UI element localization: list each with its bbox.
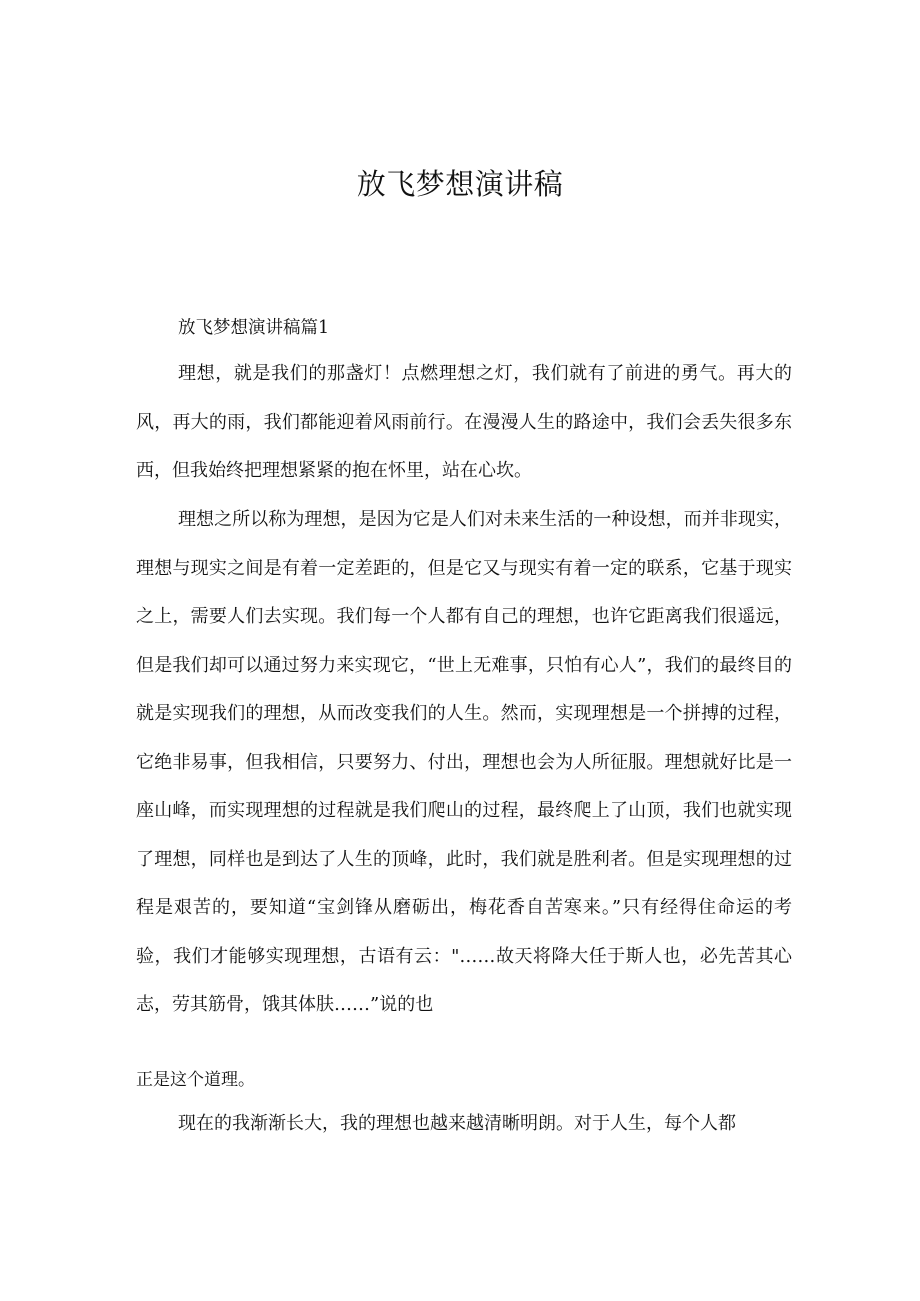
- document-title: 放飞梦想演讲稿: [356, 167, 564, 201]
- paragraph-1: 理想，就是我们的那盏灯！点燃理想之灯，我们就有了前进的勇气。再大的风，再大的雨，我们都能迎着风雨前行。在漫漫人生的路途中，我们会丢失很多东西，但我始终把理想紧紧的抱在怀里，站在心坎。: [136, 363, 792, 481]
- paragraph-3: 现在的我渐渐长大，我的理想也越来越清晰明朗。对于人生，每个人都: [178, 1113, 736, 1134]
- paragraph-2: 理想之所以称为理想，是因为它是人们对未来生活的一种设想，而并非现实，理想与现实之间是有着一定差距的，但是它又与现实有着一定的联系，它基于现实之上，需要人们去实现。我们每一个人都有自己的理想，也许它距离我们很遥远，但是我们却可以通过努力来实现它，“世上无难事，只怕有心人”，我们的最终目的就是实现我们的理想，从而改变我们的人生。然而，实现理想是一个拼搏的过程，它绝非易事，但我相信，只要努力、付出，理想也会为人所征服。理想就好比是一座山峰，而实现理想的过程就是我们爬山的过程，最终爬上了山顶，我们也就实现了理想，同样也是到达了人生的顶峰，此时，我们就是胜利者。但是实现理想的过程是艰苦的，要知道“宝剑锋从磨砺出，梅花香自苦寒来。”只有经得住命运的考验，我们才能够实现理想，古语有云："……故天将降大任于斯人也，必先苦其心志，劳其筋骨，饿其体肤……”说的也: [136, 509, 792, 1015]
- paragraph-2-continuation: 正是这个道理。: [136, 1070, 255, 1090]
- section-heading: 放飞梦想演讲稿篇1: [178, 318, 330, 338]
